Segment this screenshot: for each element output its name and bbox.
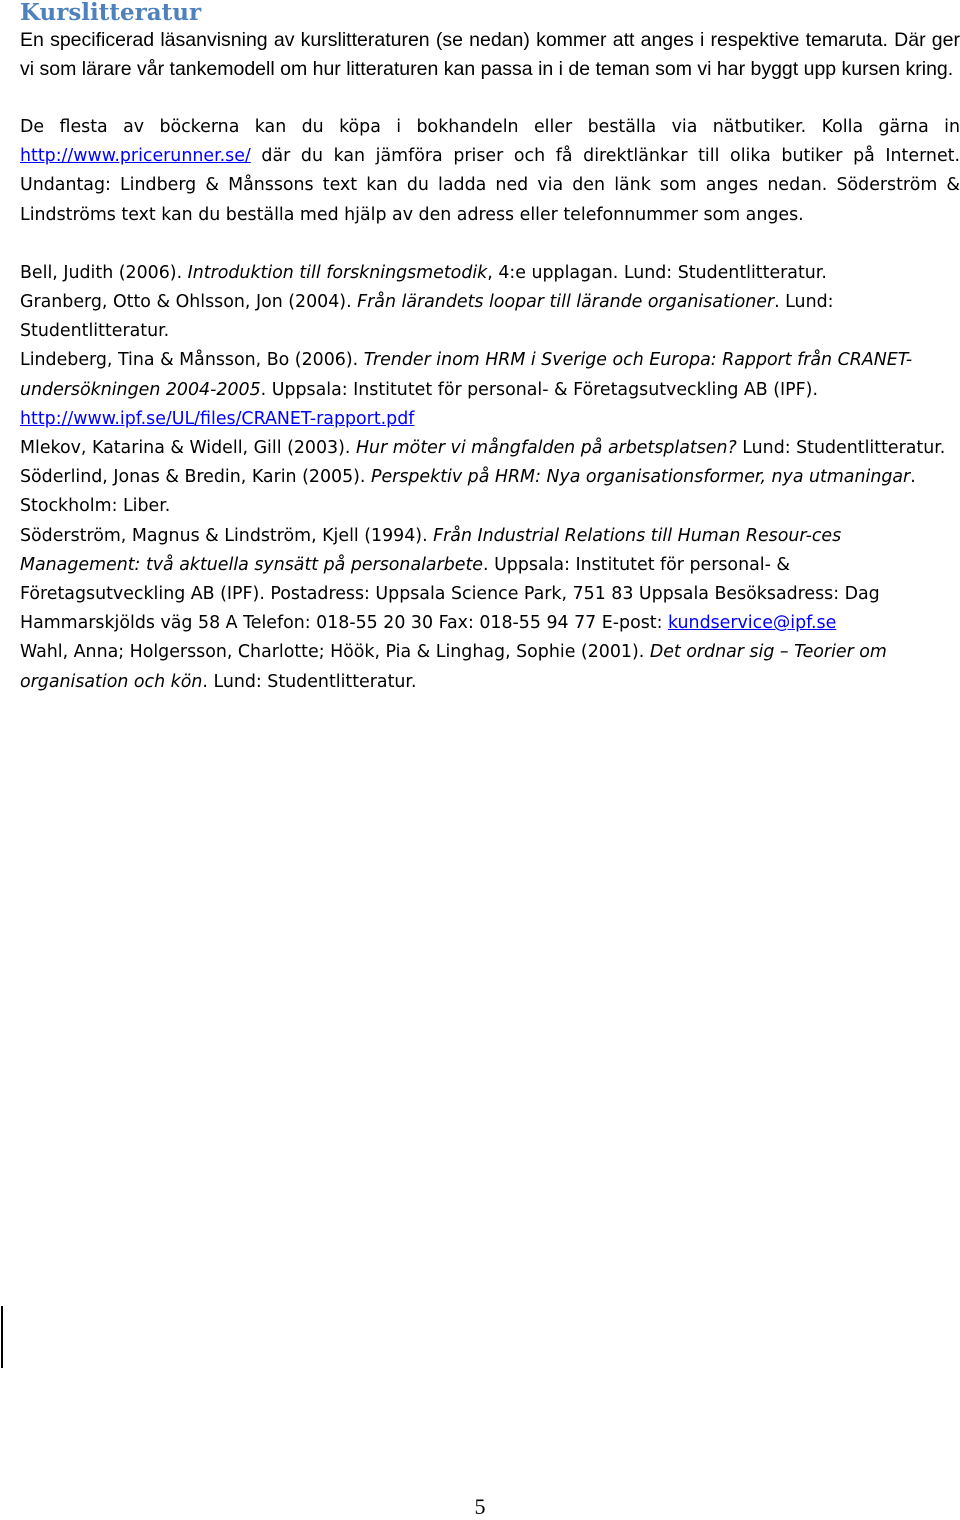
reference-title: Från Industrial Relations till Human Resour-ces Management: två aktuella synsätt på personalarbete bbox=[20, 525, 842, 575]
reference-publisher: , 4:e upplagan. Lund: Studentlitteratur. bbox=[487, 262, 827, 283]
purchase-info-paragraph bbox=[20, 113, 960, 230]
reference-item bbox=[20, 288, 960, 346]
reference-authors: Wahl, Anna; Holgersson, Charlotte; Höök, Pia & Linghag, Sophie (2001). bbox=[20, 642, 650, 663]
purchase-info-text-cont: där du kan jämföra priser och få direktlänkar till olika butiker på Internet. Undantag: Lindberg & Månssons text kan du ladda ned via den länk som anges nedan. Söderström & Lindströms text kan du beställa med hjälp av den adress eller telefonnummer som anges. bbox=[20, 146, 960, 225]
reference-title: Introduktion till forskningsmetodik bbox=[187, 262, 488, 283]
reference-title: Det ordnar sig – Teorier om organisation och kön bbox=[20, 642, 887, 692]
reference-item bbox=[20, 522, 960, 639]
reference-title: Perspektiv på HRM: Nya organisationsformer, nya utmaningar bbox=[371, 467, 911, 488]
reference-publisher: . Lund: Studentlitteratur. bbox=[202, 671, 417, 692]
reference-title: Från lärandets loopar till lärande organisationer bbox=[357, 292, 775, 313]
reference-publisher: Lund: Studentlitteratur. bbox=[736, 438, 946, 459]
reference-item bbox=[20, 346, 960, 434]
reference-item bbox=[20, 259, 960, 288]
reference-title: Hur möter vi mångfalden på arbetsplatsen? bbox=[355, 438, 737, 459]
change-bar bbox=[1, 1306, 3, 1368]
paragraph-gap bbox=[20, 230, 960, 259]
page-number: 5 bbox=[474, 1494, 486, 1519]
reference-authors: Söderlind, Jonas & Bredin, Karin (2005). bbox=[20, 467, 371, 488]
pricerunner-link[interactable]: http://www.pricerunner.se/ bbox=[20, 146, 251, 167]
reference-publisher: . Stockholm: Liber. bbox=[20, 467, 916, 517]
reference-item bbox=[20, 463, 960, 521]
intro-paragraph: En specificerad läsanvisning av kurslitteraturen (se nedan) kommer att anges i respektive temaruta. Där ger vi som lärare vår tankemodell om hur litteraturen kan passa in i de teman som vi har byggt upp kursen kring. bbox=[20, 29, 960, 80]
email-link[interactable]: kundservice@ipf.se bbox=[667, 613, 837, 634]
reference-title: Trender inom HRM i Sverige och Europa: Rapport från CRANET-undersökningen 2004-2005 bbox=[20, 350, 913, 400]
cranet-report-link[interactable]: http://www.ipf.se/UL/files/CRANET-rapport.pdf bbox=[20, 408, 415, 429]
reference-item bbox=[20, 638, 960, 696]
reference-publisher: . Lund: Studentlitteratur. bbox=[20, 292, 834, 342]
document-page bbox=[20, 0, 960, 697]
reference-authors: Lindeberg, Tina & Månsson, Bo (2006). bbox=[20, 350, 364, 371]
reference-publisher: . Uppsala: Institutet för personal- & Företagsutveckling AB (IPF). bbox=[260, 379, 818, 400]
reference-list bbox=[20, 259, 960, 697]
reference-publisher: . Uppsala: Institutet för personal- & Företagsutveckling AB (IPF). Postadress: Uppsala Science Park, 751 83 Uppsala Besöksadress: Dag Hammarskjölds väg 58 A Telefon: 018-55 20 30 Fax: 018-55 94 77 E-post: bbox=[20, 554, 880, 634]
reference-item bbox=[20, 434, 960, 463]
paragraph-gap bbox=[20, 84, 960, 113]
reference-authors: Mlekov, Katarina & Widell, Gill (2003). bbox=[20, 438, 356, 459]
reference-authors: Granberg, Otto & Ohlsson, Jon (2004). bbox=[20, 292, 358, 313]
section-heading: Kurslitteratur bbox=[20, 0, 202, 26]
reference-authors: Bell, Judith (2006). bbox=[20, 262, 188, 283]
reference-authors: Söderström, Magnus & Lindström, Kjell (1994). bbox=[20, 525, 434, 546]
purchase-info-text: De flesta av böckerna kan du köpa i bokhandeln eller beställa via nätbutiker. Kolla gärna in bbox=[20, 117, 960, 137]
